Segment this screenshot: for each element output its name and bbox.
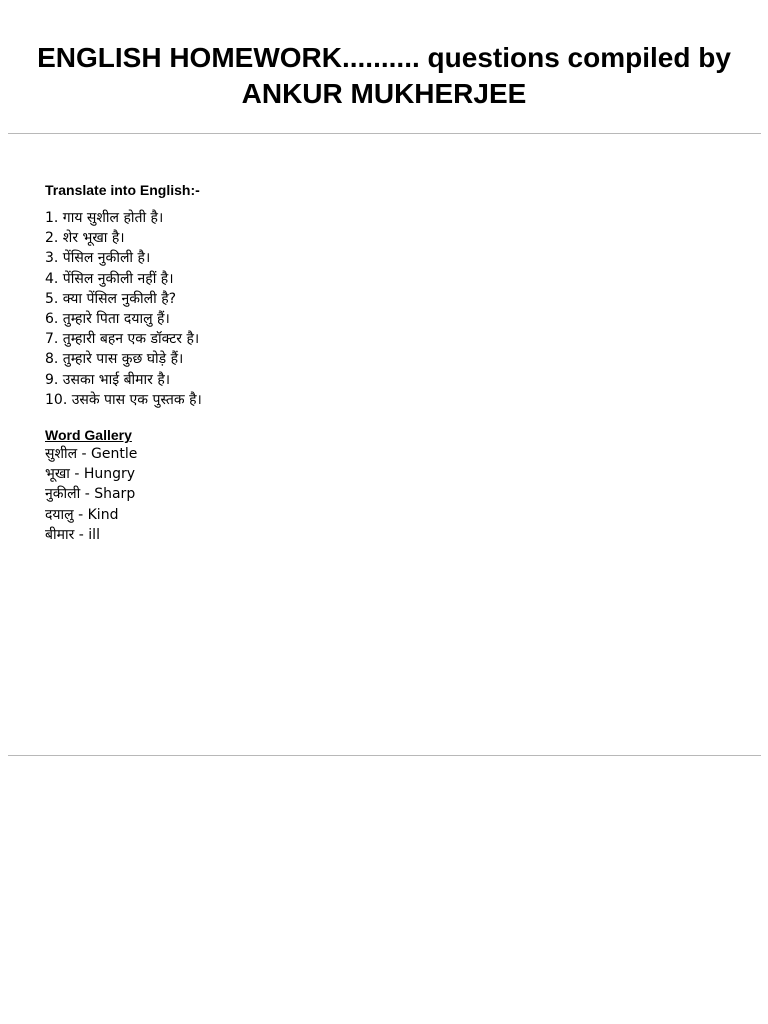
top-divider xyxy=(8,133,761,134)
question-item: 3. पेंसिल नुकीली है। xyxy=(45,250,151,267)
word-gallery-item: नुकीली - Sharp xyxy=(45,486,136,503)
word-gallery-item: सुशील - Gentle xyxy=(45,446,138,463)
page-title xyxy=(0,40,768,112)
question-item: 8. तुम्हारे पास कुछ घोड़े हैं। xyxy=(45,351,184,368)
question-item: 5. क्या पेंसिल नुकीली है? xyxy=(45,290,177,307)
word-gallery xyxy=(45,426,725,545)
question-item: 2. शेर भूखा है। xyxy=(45,230,125,247)
question-list xyxy=(45,208,725,410)
question-item: 7. तुम्हारी बहन एक डॉक्टर है। xyxy=(45,331,200,348)
question-item: 10. उसके पास एक पुस्तक है। xyxy=(45,391,202,408)
homework-content xyxy=(45,180,725,545)
word-gallery-item: दयालु - Kind xyxy=(45,506,119,523)
word-gallery-item: भूखा - Hungry xyxy=(45,466,136,483)
question-item: 6. तुम्हारे पिता दयालु हैं। xyxy=(45,311,170,328)
bottom-divider xyxy=(8,755,761,756)
word-gallery-item: बीमार - ill xyxy=(45,526,100,543)
page-title-line-1: ENGLISH HOMEWORK.......... questions compiled by xyxy=(37,42,731,73)
word-gallery-list xyxy=(45,444,725,545)
question-item: 9. उसका भाई बीमार है। xyxy=(45,371,171,388)
page-title-line-2: ANKUR MUKHERJEE xyxy=(241,78,527,109)
instruction-text: Translate into English:- xyxy=(45,182,200,198)
word-gallery-heading: Word Gallery xyxy=(45,427,132,444)
question-item: 1. गाय सुशील होती है। xyxy=(45,210,164,226)
question-item: 4. पेंसिल नुकीली नहीं है। xyxy=(45,270,174,287)
